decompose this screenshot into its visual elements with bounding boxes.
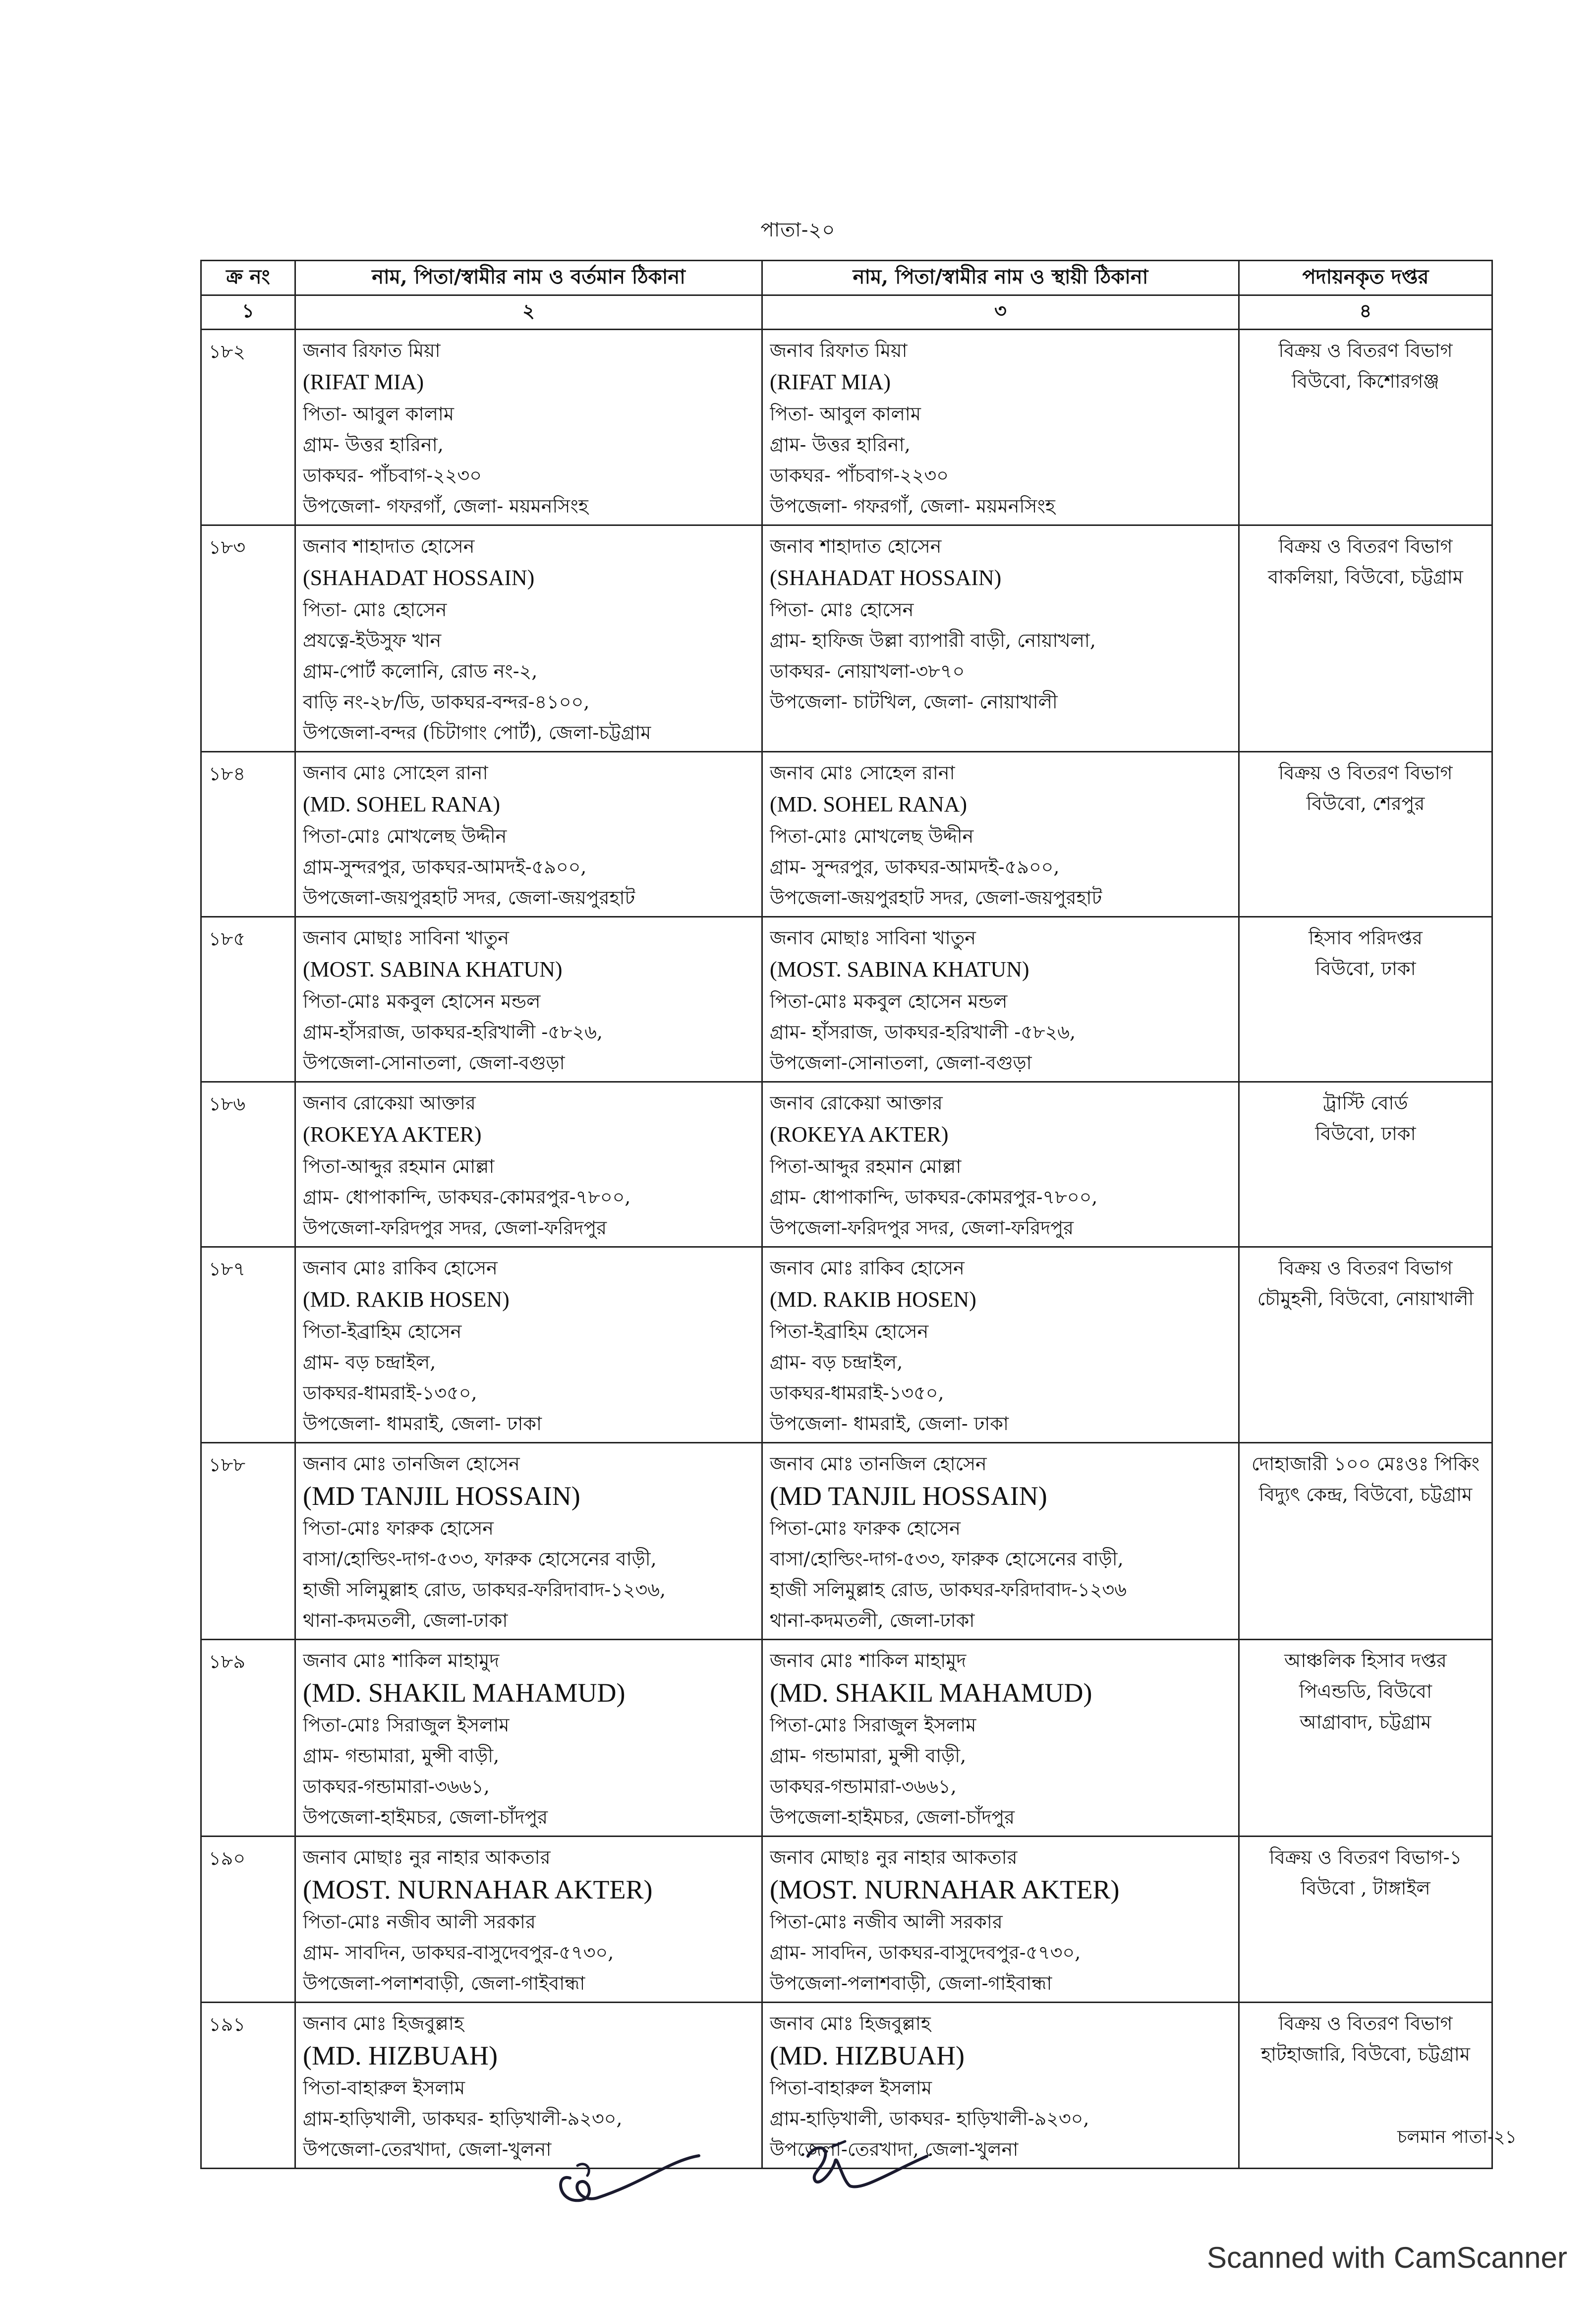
address-line: উপজেলা- চাটখিল, জেলা- নোয়াখালী (770, 691, 1058, 713)
present-address-cell (295, 1082, 762, 1247)
address-line: উপজেলা-সোনাতলা, জেলা-বগুড়া (770, 1052, 1032, 1074)
english-name-line: (MD TANJIL HOSSAIN) (770, 1481, 1047, 1511)
english-name-line: (MD. HIZBUAH) (303, 2041, 498, 2070)
posting-line: হাটহাজারি, বিউবো, চট্টগ্রাম (1261, 2043, 1470, 2065)
posting-office-cell (1239, 525, 1492, 752)
address-line: পিতা-মোঃ মকবুল হোসেন মন্ডল (770, 990, 1008, 1012)
address-line: জনাব মোঃ শাকিল মাহামুদ (770, 1650, 967, 1671)
posting-line: বিউবো , টাঙ্গাইল (1301, 1877, 1430, 1899)
address-line: হাজী সলিমুল্লাহ রোড, ডাকঘর-ফরিদাবাদ-১২৩৬ (770, 1579, 1127, 1601)
address-line: পিতা-মোঃ মোখলেছ উদ্দীন (770, 825, 974, 847)
address-line: গ্রাম- উত্তর হারিনা, (303, 434, 444, 456)
posting-office-cell (1239, 752, 1492, 917)
english-name-line: (MD. RAKIB HOSEN) (770, 1287, 976, 1312)
address-line: জনাব মোছাঃ সাবিনা খাতুন (770, 927, 976, 949)
address-line: পিতা-ইব্রাহিম হোসেন (303, 1321, 462, 1342)
table-row (201, 1082, 1492, 1247)
address-line: পিতা- আবুল কালাম (303, 403, 455, 425)
address-line: জনাব মোঃ তানজিল হোসেন (770, 1453, 987, 1475)
address-line: জনাব শাহাদাত হোসেন (303, 535, 475, 557)
address-line: জনাব মোঃ রাকিব হোসেন (303, 1257, 498, 1279)
posting-line: পিএন্ডডি, বিউবো (1299, 1680, 1432, 1702)
present-address-cell (295, 917, 762, 1082)
english-name-line: (MD. SHAKIL MAHAMUD) (303, 1678, 626, 1708)
address-line: পিতা- মোঃ হোসেন (303, 599, 447, 621)
posting-line: ট্রাস্টি বোর্ড (1323, 1092, 1408, 1114)
address-line: জনাব মোঃ সোহেল রানা (303, 762, 488, 784)
address-line: পিতা-মোঃ ফারুক হোসেন (303, 1517, 494, 1539)
permanent-address-cell (762, 1640, 1239, 1837)
serial-number-cell: ১৯০ (201, 1837, 295, 2003)
present-address-cell (295, 752, 762, 917)
address-line: উপজেলা-পলাশবাড়ী, জেলা-গাইবান্ধা (303, 1972, 585, 1994)
address-line: পিতা-মোঃ মকবুল হোসেন মন্ডল (303, 990, 541, 1012)
present-address-cell (295, 525, 762, 752)
permanent-address-cell (762, 1443, 1239, 1640)
posting-line: বাকলিয়া, বিউবো, চট্টগ্রাম (1268, 566, 1463, 588)
english-name-line: (RIFAT MIA) (770, 370, 891, 394)
posting-line: দোহাজারী ১০০ মেঃওঃ পিকিং (1252, 1453, 1480, 1475)
address-line: গ্রাম-হাড়িখালী, ডাকঘর- হাড়িখালী-৯২৩০, (303, 2108, 623, 2129)
english-name-line: (MD. SHAKIL MAHAMUD) (770, 1678, 1092, 1708)
address-line: উপজেলা- ধামরাই, জেলা- ঢাকা (770, 1413, 1009, 1435)
permanent-address-cell (762, 330, 1239, 525)
address-line: বাসা/হোল্ডিং-দাগ-৫৩৩, ফারুক হোসেনের বাড়ী, (770, 1548, 1124, 1570)
address-line: জনাব মোঃ শাকিল মাহামুদ (303, 1650, 500, 1671)
address-line: জনাব মোঃ হিজবুল্লাহ (303, 2012, 464, 2034)
english-name-line: (MD. HIZBUAH) (770, 2041, 965, 2070)
address-line: গ্রাম- বড় চন্দ্রাইল, (303, 1351, 436, 1373)
address-line: গ্রাম-হাঁসরাজ, ডাকঘর-হরিখালী -৫৮২৬, (303, 1021, 603, 1043)
address-line: উপজেলা-সোনাতলা, জেলা-বগুড়া (303, 1052, 565, 1074)
table-row (201, 752, 1492, 917)
column-number-row (201, 295, 1492, 330)
posting-line: বিউবো, শেরপুর (1306, 793, 1425, 814)
english-name-line: (MD. SOHEL RANA) (303, 792, 501, 816)
address-line: পিতা- মোঃ হোসেন (770, 599, 914, 621)
address-line: উপজেলা-ফরিদপুর সদর, জেলা-ফরিদপুর (770, 1217, 1074, 1239)
english-name-line: (MOST. NURNAHAR AKTER) (303, 1875, 653, 1904)
address-line: থানা-কদমতলী, জেলা-ঢাকা (770, 1609, 975, 1631)
address-line: গ্রাম- বড় চন্দ্রাইল, (770, 1351, 903, 1373)
address-line: পিতা-ইব্রাহিম হোসেন (770, 1321, 929, 1342)
address-line: জনাব মোঃ তানজিল হোসেন (303, 1453, 520, 1475)
address-line: থানা-কদমতলী, জেলা-ঢাকা (303, 1609, 508, 1631)
posting-line: বিউবো, ঢাকা (1315, 958, 1416, 979)
posting-line: বিক্রয় ও বিতরণ বিভাগ (1278, 340, 1453, 361)
serial-number-cell: ১৮৮ (201, 1443, 295, 1640)
address-line: ডাকঘর- পাঁচবাগ-২২৩০ (303, 464, 482, 486)
address-line: জনাব মোঃ সোহেল রানা (770, 762, 955, 784)
address-line: পিতা-মোঃ মোখলেছ উদ্দীন (303, 825, 507, 847)
header-row (201, 261, 1492, 295)
english-name-line: (MOST. SABINA KHATUN) (770, 957, 1029, 981)
posting-line: বিউবো, ঢাকা (1315, 1123, 1416, 1145)
address-line: ডাকঘর-গন্ডামারা-৩৬৬১, (770, 1776, 957, 1797)
address-line: উপজেলা-জয়পুরহাট সদর, জেলা-জয়পুরহাট (770, 887, 1102, 909)
table-row (201, 1247, 1492, 1443)
address-line: উপজেলা-জয়পুরহাট সদর, জেলা-জয়পুরহাট (303, 887, 635, 909)
address-line: গ্রাম- সুন্দরপুর, ডাকঘর-আমদই-৫৯০০, (770, 856, 1060, 878)
address-line: উপজেলা-তেরখাদা, জেলা-খুলনা (303, 2138, 552, 2160)
address-line: জনাব মোছাঃ সাবিনা খাতুন (303, 927, 509, 949)
english-name-line: (SHAHADAT HOSSAIN) (303, 566, 535, 590)
address-line: জনাব মোঃ হিজবুল্লাহ (770, 2012, 931, 2034)
address-line: পিতা- আবুল কালাম (770, 403, 921, 425)
address-line: ডাকঘর-গন্ডামারা-৩৬৬১, (303, 1776, 490, 1797)
posting-line: বিক্রয় ও বিতরণ বিভাগ (1278, 762, 1453, 784)
present-address-cell (295, 1443, 762, 1640)
posting-line: বিক্রয় ও বিতরণ বিভাগ-১ (1269, 1846, 1462, 1868)
header-permanent-address: নাম, পিতা/স্বামীর নাম ও স্থায়ী ঠিকানা (762, 261, 1239, 295)
header-present-address: নাম, পিতা/স্বামীর নাম ও বর্তমান ঠিকানা (295, 261, 762, 295)
column-number: ২ (295, 295, 762, 330)
address-line: গ্রাম- ধোপাকান্দি, ডাকঘর-কোমরপুর-৭৮০০, (303, 1186, 631, 1208)
header-serial: ক্র নং (201, 261, 295, 295)
english-name-line: (ROKEYA AKTER) (303, 1122, 482, 1147)
posting-office-cell (1239, 1247, 1492, 1443)
address-line: পিতা-মোঃ নজীব আলী সরকার (770, 1911, 1003, 1933)
posting-table (200, 260, 1493, 2169)
present-address-cell (295, 330, 762, 525)
address-line: উপজেলা- গফরগাঁ, জেলা- ময়মনসিংহ (770, 495, 1055, 517)
posting-office-cell (1239, 917, 1492, 1082)
address-line: উপজেলা-ফরিদপুর সদর, জেলা-ফরিদপুর (303, 1217, 607, 1239)
posting-line: বিক্রয় ও বিতরণ বিভাগ (1278, 1257, 1453, 1279)
posting-line: বিদ্যুৎ কেন্দ্র, বিউবো, চট্টগ্রাম (1258, 1484, 1473, 1505)
serial-number-cell: ১৮৫ (201, 917, 295, 1082)
english-name-line: (ROKEYA AKTER) (770, 1122, 949, 1147)
present-address-cell (295, 1640, 762, 1837)
serial-number-cell: ১৮৯ (201, 1640, 295, 1837)
serial-number-cell: ১৮৩ (201, 525, 295, 752)
permanent-address-cell (762, 1082, 1239, 1247)
address-line: গ্রাম- গন্ডামারা, মুন্সী বাড়ী, (770, 1745, 967, 1767)
address-line: গ্রাম-হাড়িখালী, ডাকঘর- হাড়িখালী-৯২৩০, (770, 2108, 1089, 2129)
posting-table-wrapper (200, 260, 1491, 2169)
posting-line: বিক্রয় ও বিতরণ বিভাগ (1278, 2012, 1453, 2034)
address-line: পিতা-মোঃ ফারুক হোসেন (770, 1517, 961, 1539)
table-row (201, 917, 1492, 1082)
permanent-address-cell (762, 1837, 1239, 2003)
header-posting-office: পদায়নকৃত দপ্তর (1239, 261, 1492, 295)
english-name-line: (MD. SOHEL RANA) (770, 792, 968, 816)
signature-right (798, 2126, 937, 2206)
address-line: উপজেলা- গফরগাঁ, জেলা- ময়মনসিংহ (303, 495, 588, 517)
posting-office-cell (1239, 1837, 1492, 2003)
permanent-address-cell (762, 1247, 1239, 1443)
english-name-line: (SHAHADAT HOSSAIN) (770, 566, 1002, 590)
posting-line: আগ্রাবাদ, চট্টগ্রাম (1300, 1711, 1431, 1733)
serial-number-cell: ১৮৪ (201, 752, 295, 917)
table-row (201, 330, 1492, 525)
address-line: জনাব রোকেয়া আক্তার (303, 1092, 476, 1114)
address-line: পিতা-আব্দুর রহমান মোল্লা (303, 1155, 495, 1177)
permanent-address-cell (762, 752, 1239, 917)
permanent-address-cell (762, 917, 1239, 1082)
address-line: উপজেলা-হাইমচর, জেলা-চাঁদপুর (303, 1806, 548, 1828)
address-line: ডাকঘর-ধামরাই-১৩৫০, (303, 1382, 477, 1404)
address-line: জনাব রিফাত মিয়া (770, 340, 908, 361)
address-line: গ্রাম-পোর্ট কলোনি, রোড নং-২, (303, 660, 538, 682)
address-line: গ্রাম- হাফিজ উল্লা ব্যাপারী বাড়ী, নোয়াখলা, (770, 630, 1096, 651)
address-line: পিতা-আব্দুর রহমান মোল্লা (770, 1155, 962, 1177)
serial-number-cell: ১৮৬ (201, 1082, 295, 1247)
english-name-line: (MD TANJIL HOSSAIN) (303, 1481, 580, 1511)
page-number: পাতা-২০ (760, 219, 836, 241)
address-line: উপজেলা- ধামরাই, জেলা- ঢাকা (303, 1413, 542, 1435)
table-row (201, 1443, 1492, 1640)
column-number: ৪ (1239, 295, 1492, 330)
address-line: পিতা-মোঃ নজীব আলী সরকার (303, 1911, 536, 1933)
address-line: গ্রাম- গন্ডামারা, মুন্সী বাড়ী, (303, 1745, 500, 1767)
address-line: ডাকঘর-ধামরাই-১৩৫০, (770, 1382, 944, 1404)
address-line: গ্রাম- ধোপাকান্দি, ডাকঘর-কোমরপুর-৭৮০০, (770, 1186, 1098, 1208)
table-row (201, 525, 1492, 752)
address-line: উপজেলা-তেরখাদা, জেলা-খুলনা (770, 2138, 1019, 2160)
posting-office-cell (1239, 1082, 1492, 1247)
address-line: গ্রাম- সাবদিন, ডাকঘর-বাসুদেবপুর-৫৭৩০, (770, 1942, 1081, 1963)
address-line: ডাকঘর- নোয়াখলা-৩৮৭০ (770, 660, 965, 682)
address-line: উপজেলা-পলাশবাড়ী, জেলা-গাইবান্ধা (770, 1972, 1052, 1994)
posting-line: বিউবো, কিশোরগঞ্জ (1292, 370, 1439, 392)
permanent-address-cell (762, 525, 1239, 752)
column-number: ১ (201, 295, 295, 330)
present-address-cell (295, 1837, 762, 2003)
continued-page-note: চলমান পাতা-২১ (1397, 2127, 1517, 2147)
address-line: গ্রাম- হাঁসরাজ, ডাকঘর-হরিখালী -৫৮২৬, (770, 1021, 1076, 1043)
posting-line: হিসাব পরিদপ্তর (1309, 927, 1423, 949)
posting-office-cell (1239, 330, 1492, 525)
address-line: গ্রাম- উত্তর হারিনা, (770, 434, 911, 456)
address-line: গ্রাম- সাবদিন, ডাকঘর-বাসুদেবপুর-৫৭৩০, (303, 1942, 614, 1963)
address-line: হাজী সলিমুল্লাহ রোড, ডাকঘর-ফরিদাবাদ-১২৩৬, (303, 1579, 666, 1601)
address-line: জনাব রোকেয়া আক্তার (770, 1092, 943, 1114)
english-name-line: (RIFAT MIA) (303, 370, 424, 394)
address-line: জনাব মোছাঃ নুর নাহার আকতার (770, 1846, 1018, 1868)
address-line: ডাকঘর- পাঁচবাগ-২২৩০ (770, 464, 949, 486)
english-name-line: (MD. RAKIB HOSEN) (303, 1287, 510, 1312)
english-name-line: (MOST. NURNAHAR AKTER) (770, 1875, 1120, 1904)
table-row (201, 1837, 1492, 2003)
address-line: পিতা-বাহারুল ইসলাম (770, 2077, 932, 2099)
posting-line: আঞ্চলিক হিসাব দপ্তর (1284, 1650, 1447, 1671)
address-line: পিতা-মোঃ সিরাজুল ইসলাম (770, 1714, 976, 1736)
address-line: জনাব মোঃ রাকিব হোসেন (770, 1257, 965, 1279)
english-name-line: (MOST. SABINA KHATUN) (303, 957, 563, 981)
posting-office-cell (1239, 1640, 1492, 1837)
camscanner-watermark: Scanned with CamScanner (1206, 2241, 1567, 2274)
address-line: বাড়ি নং-২৮/ডি, ডাকঘর-বন্দর-৪১০০, (303, 691, 590, 713)
serial-number-cell: ১৯১ (201, 2003, 295, 2169)
address-line: প্রযত্নে-ইউসুফ খান (303, 630, 442, 651)
address-line: জনাব শাহাদাত হোসেন (770, 535, 942, 557)
column-number: ৩ (762, 295, 1239, 330)
address-line: জনাব রিফাত মিয়া (303, 340, 441, 361)
address-line: পিতা-মোঃ সিরাজুল ইসলাম (303, 1714, 510, 1736)
address-line: গ্রাম-সুন্দরপুর, ডাকঘর-আমদই-৫৯০০, (303, 856, 587, 878)
present-address-cell (295, 1247, 762, 1443)
signature-left (550, 2143, 709, 2218)
posting-line: বিক্রয় ও বিতরণ বিভাগ (1278, 535, 1453, 557)
posting-line: চৌমুহনী, বিউবো, নোয়াখালী (1257, 1288, 1474, 1310)
address-line: উপজেলা-বন্দর (চিটাগাং পোর্ট), জেলা-চট্টগ্রাম (303, 722, 651, 744)
posting-office-cell (1239, 1443, 1492, 1640)
serial-number-cell: ১৮৭ (201, 1247, 295, 1443)
address-line: উপজেলা-হাইমচর, জেলা-চাঁদপুর (770, 1806, 1015, 1828)
address-line: জনাব মোছাঃ নুর নাহার আকতার (303, 1846, 551, 1868)
address-line: বাসা/হোল্ডিং-দাগ-৫৩৩, ফারুক হোসেনের বাড়ী, (303, 1548, 657, 1570)
address-line: পিতা-বাহারুল ইসলাম (303, 2077, 465, 2099)
table-row (201, 1640, 1492, 1837)
serial-number-cell: ১৮২ (201, 330, 295, 525)
